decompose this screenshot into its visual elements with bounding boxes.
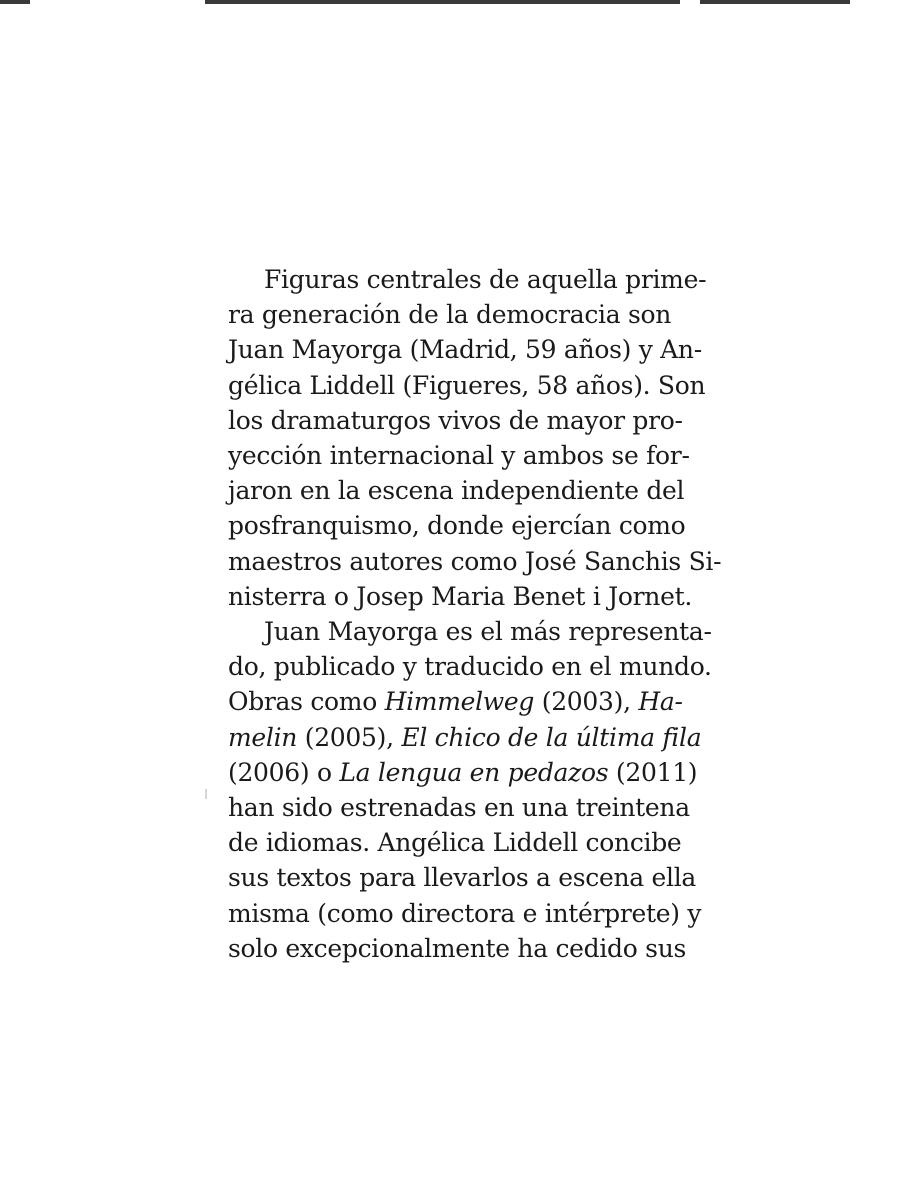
work-title: El chico de la última fila — [401, 722, 702, 752]
text-line: melin (2005), El chico de la última fila — [228, 722, 702, 752]
text-line: (2006) o La lengua en pedazos (2011) — [228, 757, 698, 787]
scan-speck — [205, 789, 207, 799]
text-line: maestros autores como José Sanchis Si- — [228, 546, 722, 576]
paragraph — [228, 262, 722, 614]
text-line: de idiomas. Angélica Liddell concibe — [228, 828, 682, 858]
text-line: solo excepcionalmente ha cedido sus — [228, 933, 687, 963]
text-line: ra generación de la democracia son — [228, 300, 672, 330]
top-edge-mark — [0, 0, 30, 4]
paragraph — [228, 614, 712, 966]
text-column — [228, 262, 722, 966]
text-line: misma (como directora e intérprete) y — [228, 898, 702, 928]
top-edge-mark — [700, 0, 850, 4]
top-edge-marks — [0, 0, 920, 6]
text-line: posfranquismo, donde ejercían como — [228, 511, 686, 541]
text-line: los dramaturgos vivos de mayor pro- — [228, 405, 683, 435]
text-line: do, publicado y traducido en el mundo. — [228, 652, 712, 682]
text-line: gélica Liddell (Figueres, 58 años). Son — [228, 370, 706, 400]
text-line: Figuras centrales de aquella prime- — [264, 265, 707, 294]
text-line: Juan Mayorga es el más representa- — [264, 617, 712, 647]
work-title: melin — [228, 722, 298, 752]
text-line: nisterra o Josep Maria Benet i Jornet. — [228, 581, 692, 611]
work-title: Himmelweg — [384, 687, 535, 717]
work-title: La lengua en pedazos — [339, 757, 609, 787]
text-line: Juan Mayorga (Madrid, 59 años) y An- — [228, 335, 702, 365]
text-line: han sido estrenadas en una treintena — [228, 793, 690, 823]
work-title: Ha- — [638, 687, 683, 717]
text-line: yección internacional y ambos se for- — [228, 441, 690, 471]
text-line: sus textos para llevarlos a escena ella — [228, 863, 697, 893]
top-edge-mark — [205, 0, 680, 4]
text-line: jaron en la escena independiente del — [228, 476, 685, 506]
text-line: Obras como Himmelweg (2003), Ha- — [228, 687, 683, 717]
